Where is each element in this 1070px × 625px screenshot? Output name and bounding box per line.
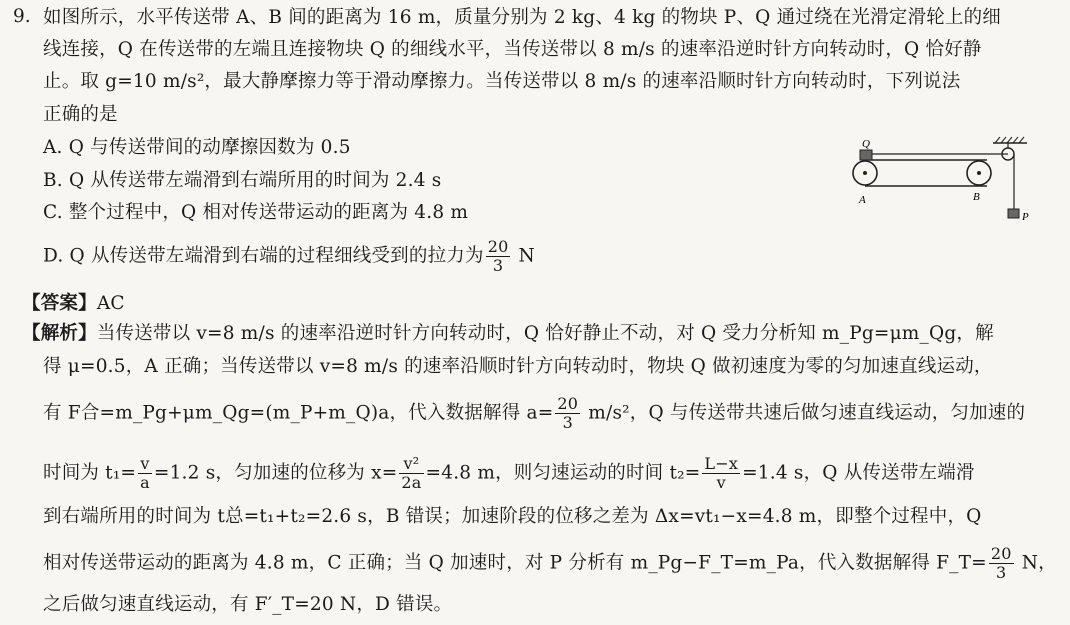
analysis-line-6 xyxy=(43,545,1057,582)
option-c: C. 整个过程中，Q 相对传送带运动的距离为 4.8 m xyxy=(43,202,469,223)
accel-fraction xyxy=(555,395,580,432)
analysis-text-4a: 时间为 t₁= xyxy=(43,462,137,484)
option-d xyxy=(43,238,535,275)
ceiling-hatch xyxy=(995,137,1024,143)
analysis-text-4b: =1.2 s，匀加速的位移为 x= xyxy=(153,462,398,484)
analysis-text-1: 当传送带以 v=8 m/s 的速率沿逆时针方向转动时，Q 恰好静止不动，对 Q 受力分析知 m_Pg=μm_Qg，解 xyxy=(96,323,994,344)
fraction-numerator: L−x xyxy=(704,454,739,473)
fraction-numerator: v xyxy=(138,455,152,474)
block-p xyxy=(1008,209,1019,218)
conveyor-diagram xyxy=(845,133,1045,228)
fraction-denominator: 3 xyxy=(996,563,1007,582)
fraction-numerator: v² xyxy=(399,455,423,474)
fraction-denominator: 2a xyxy=(401,473,422,492)
option-b: B. Q 从传送带左端滑到右端所用的时间为 2.4 s xyxy=(43,170,442,191)
question-number: 9. xyxy=(13,6,31,27)
fraction-denominator: a xyxy=(140,473,150,492)
time-fraction xyxy=(138,455,152,492)
analysis-line-7: 之后做匀速直线运动，有 F′_T=20 N，D 错误。 xyxy=(43,594,453,615)
question-stem-line-3: 止。取 g=10 m/s²，最大静摩擦力等于滑动摩擦力。当传送带以 8 m/s 的速率沿顺时针方向转动时，下列说法 xyxy=(43,71,961,92)
label-p: P xyxy=(1022,211,1029,223)
fraction-denominator: 3 xyxy=(562,413,573,432)
option-d-unit: N xyxy=(518,245,535,267)
answer-tag: 【答案】 xyxy=(22,293,97,314)
displacement-fraction xyxy=(399,455,423,492)
analysis-text-3a: 有 F合=m_Pg+μm_Qg=(m_P+m_Q)a，代入数据解得 a= xyxy=(43,402,554,424)
analysis-line-3 xyxy=(43,395,1025,432)
analysis-line-1 xyxy=(22,322,994,346)
label-q: Q xyxy=(862,138,870,150)
tension-fraction xyxy=(989,545,1014,582)
analysis-text-6b: N， xyxy=(1021,552,1057,574)
analysis-text-3b: m/s²，Q 与传送带共速后做匀速直线运动，匀加速的 xyxy=(588,402,1026,424)
label-b: B xyxy=(973,191,980,203)
analysis-tag: 【解析】 xyxy=(22,323,97,344)
roller-b-axle xyxy=(977,171,981,175)
option-d-fraction xyxy=(486,238,511,275)
block-q xyxy=(860,150,872,160)
fraction-numerator: 20 xyxy=(990,544,1012,563)
question-stem-line-2: 线连接，Q 在传送带的左端且连接物块 Q 的细线水平，当传送带以 8 m/s 的速率沿逆时针方向转动时，Q 恰好静 xyxy=(43,39,982,60)
analysis-text-4d: =1.4 s，Q 从传送带左端滑 xyxy=(742,462,975,484)
question-stem-line-4: 正确的是 xyxy=(43,104,118,125)
fraction-denominator: 3 xyxy=(492,256,504,275)
fraction-numerator: 20 xyxy=(557,394,579,413)
fraction-denominator: v xyxy=(716,473,726,492)
label-a: A xyxy=(859,194,866,206)
analysis-text-4c: =4.8 m，则匀速运动的时间 t₂= xyxy=(425,462,701,484)
question-stem-line-1: 如图所示，水平传送带 A、B 间的距离为 16 m，质量分别为 2 kg、4 kg 的物块 P、Q 通过绕在光滑定滑轮上的细 xyxy=(43,7,1002,28)
roller-a-axle xyxy=(863,171,867,175)
fraction-numerator: 20 xyxy=(487,237,509,256)
conveyor-belt-figure xyxy=(845,133,1045,228)
analysis-line-2: 得 μ=0.5，A 正确；当传送带以 v=8 m/s 的速率沿顺时针方向转动时，物块 Q 做初速度为零的匀加速直线运动， xyxy=(43,356,993,377)
answer-line xyxy=(22,292,125,316)
option-d-text: D. Q 从传送带左端滑到右端的过程细线受到的拉力为 xyxy=(43,245,484,267)
option-a: A. Q 与传送带间的动摩擦因数为 0.5 xyxy=(43,137,351,158)
analysis-text-6a: 相对传送带运动的距离为 4.8 m，C 正确；当 Q 加速时，对 P 分析有 m_Pg−F_T=m_Pa，代入数据解得 F_T= xyxy=(43,552,987,574)
uniform-time-fraction xyxy=(702,455,740,492)
analysis-line-4 xyxy=(43,455,975,492)
analysis-line-5: 到右端所用的时间为 t总=t₁+t₂=2.6 s，B 错误；加速阶段的位移之差为 Δx=vt₁−x=4.8 m，即整个过程中，Q xyxy=(43,506,982,527)
answer-value: AC xyxy=(96,293,125,314)
